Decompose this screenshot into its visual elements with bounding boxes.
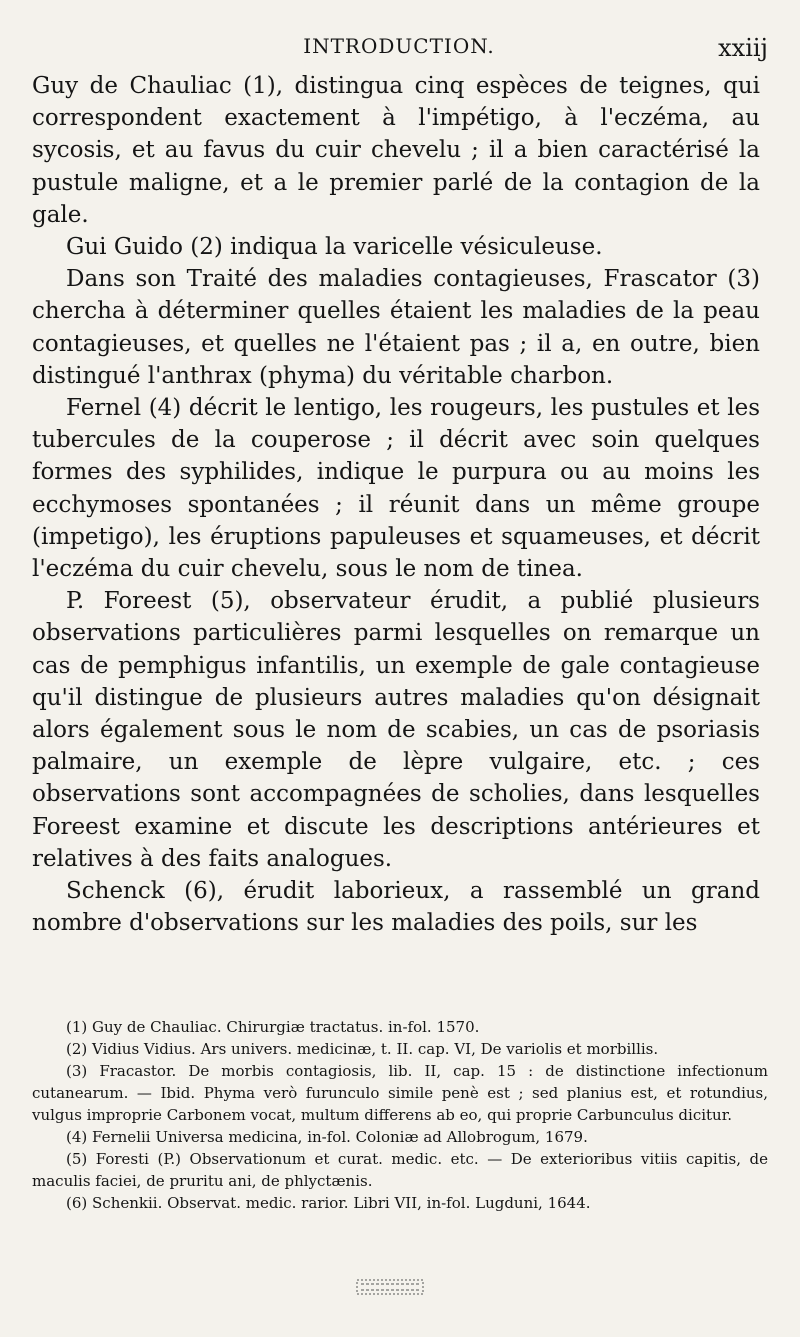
paragraph-guido: Gui Guido (2) indiqua la varicelle vésiculeuse. bbox=[66, 234, 603, 261]
footnote-1: (1) Guy de Chauliac. Chirurgiæ tractatus. in-fol. 1570. bbox=[66, 1018, 480, 1036]
footnote-3: (3) Fracastor. De morbis contagiosis, lib. II, cap. 15 : de distinctione infectionum cutanearum. — Ibid. Phyma verò furunculo simile penè est ; sed planius est, et rotundius, vulgus improprie Carbonem vocat, multum differens ab eo, qui proprie Carbunculus dicitur. bbox=[32, 1062, 768, 1124]
paragraph-schenck: Schenck (6), érudit laborieux, a rassemblé un grand nombre d'observations sur les maladies des poils, sur les bbox=[32, 878, 760, 937]
footnote-4: (4) Fernelii Universa medicina, in-fol. Coloniæ ad Allobrogum, 1679. bbox=[66, 1128, 588, 1146]
main-text bbox=[32, 70, 760, 939]
paragraph-chauliac: Guy de Chauliac (1), distingua cinq espèces de teignes, qui correspondent exactement à l'impétigo, à l'eczéma, au sycosis, et au favus du cuir chevelu ; il a bien caractérisé la pustule maligne, et a le premier parlé de la contagion de la gale. bbox=[32, 73, 760, 228]
paragraph-fernel: Fernel (4) décrit le lentigo, les rougeurs, les pustules et les tubercules de la couperose ; il décrit avec soin quelques formes des syphilides, indique le purpura ou au moins les ecchymoses spontanées ; il réunit dans un même groupe (impetigo), les éruptions papuleuses et squameuses, et décrit l'eczéma du cuir chevelu, sous le nom de tinea. bbox=[32, 395, 760, 583]
page-number: xxiij bbox=[718, 34, 768, 62]
footnotes bbox=[32, 1016, 768, 1214]
printer-ornament bbox=[355, 1276, 425, 1298]
footnote-2: (2) Vidius Vidius. Ars univers. medicinæ, t. II. cap. VI, De variolis et morbillis. bbox=[66, 1040, 659, 1058]
footnote-6: (6) Schenkii. Observat. medic. rarior. Libri VII, in-fol. Lugduni, 1644. bbox=[66, 1194, 591, 1212]
page-header bbox=[30, 34, 768, 74]
paragraph-foreest: P. Foreest (5), observateur érudit, a publié plusieurs observations particulières parmi lesquelles on remarque un cas de pemphigus infantilis, un exemple de gale contagieuse qu'il distingue de plusieurs autres maladies qu'on désignait alors également sous le nom de scabies, un cas de psoriasis palmaire, un exemple de lèpre vulgaire, etc. ; ces observations sont accompagnées de scholies, dans lesquelles Foreest examine et discute les descriptions antérieures et relatives à des faits analogues. bbox=[32, 588, 760, 872]
paragraph-frascator: Dans son Traité des maladies contagieuses, Frascator (3) chercha à déterminer quelles étaient les maladies de la peau contagieuses, et quelles ne l'étaient pas ; il a, en outre, bien distingué l'anthrax (phyma) du véritable charbon. bbox=[32, 266, 760, 389]
footnote-5: (5) Foresti (P.) Observationum et curat. medic. etc. — De exterioribus vitiis capitis, de maculis faciei, de pruritu ani, de phlyctænis. bbox=[32, 1150, 768, 1190]
running-head: INTRODUCTION. bbox=[303, 34, 495, 58]
